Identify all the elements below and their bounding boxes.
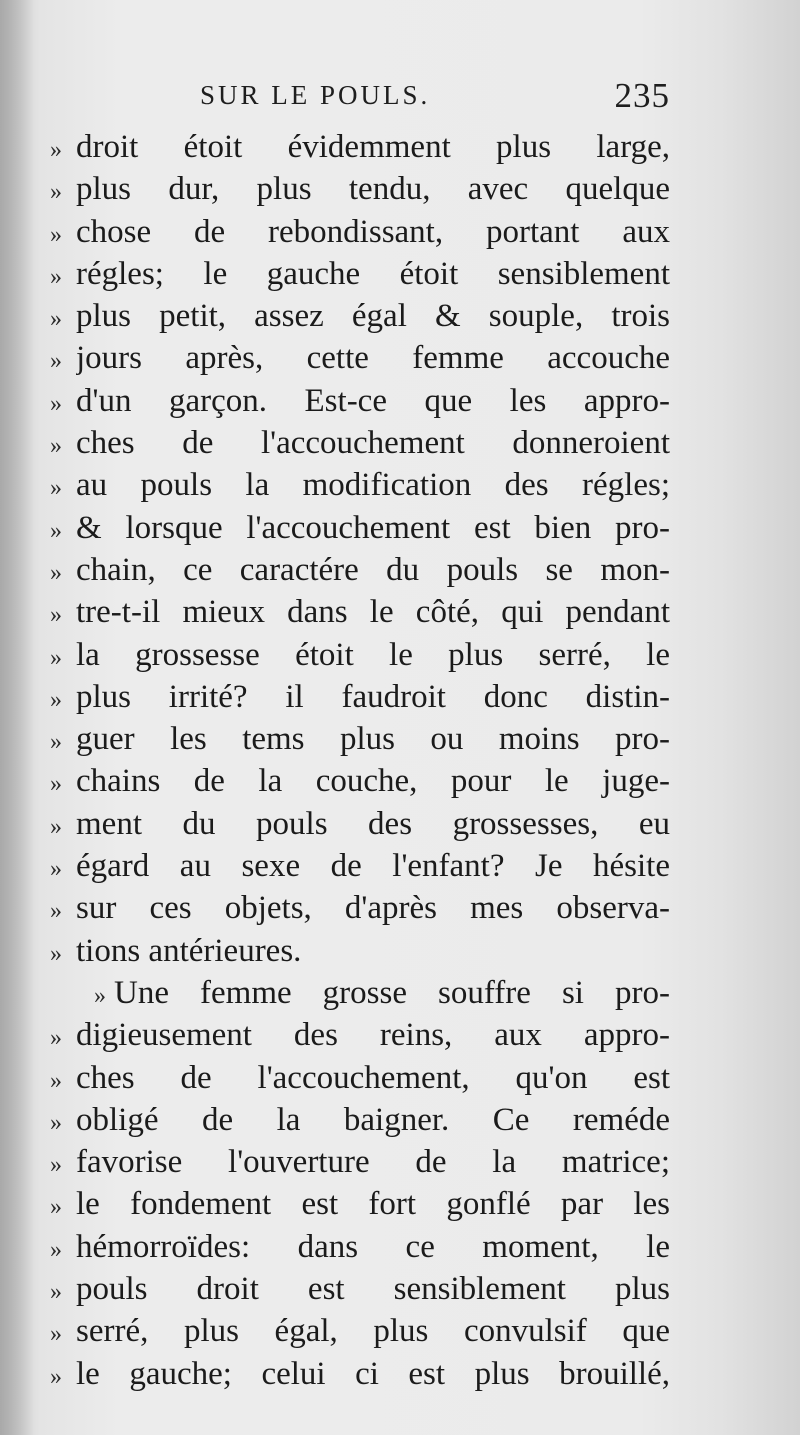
- line-text: égard au sexe de l'enfant? Je hésite: [76, 848, 670, 885]
- quote-mark: »: [50, 1279, 62, 1306]
- line-text: la grossesse étoit le plus serré, le: [76, 636, 670, 673]
- line-text: digieusement des reins, aux appro-: [76, 1017, 670, 1054]
- line-text: favorise l'ouverture de la matrice;: [76, 1144, 670, 1181]
- quote-mark: »: [50, 1321, 62, 1348]
- text-line: [50, 887, 670, 929]
- text-line: [50, 1014, 670, 1056]
- text-line: [50, 211, 670, 253]
- text-line: [50, 972, 670, 1014]
- text-line: [50, 253, 670, 295]
- text-line: [50, 549, 670, 591]
- text-line: [50, 591, 670, 633]
- text-line: [50, 464, 670, 506]
- text-line: [50, 380, 670, 422]
- line-text: chains de la couche, pour le juge-: [76, 763, 670, 800]
- quote-mark: »: [50, 517, 62, 544]
- quote-mark: »: [50, 390, 62, 417]
- quote-mark: »: [50, 898, 62, 925]
- text-line: [50, 337, 670, 379]
- quote-mark: »: [50, 813, 62, 840]
- quote-mark: »: [50, 1025, 62, 1052]
- quote-mark: »: [50, 559, 62, 586]
- line-text: plus irrité? il faudroit donc distin-: [76, 678, 670, 715]
- line-text: plus petit, assez égal & souple, trois: [76, 298, 670, 335]
- quote-mark: »: [50, 306, 62, 333]
- line-text: tre-t-il mieux dans le côté, qui pendant: [76, 594, 670, 631]
- quote-mark: »: [94, 982, 106, 1009]
- line-text: hémorroïdes: dans ce moment, le: [76, 1228, 670, 1265]
- quote-mark: »: [50, 348, 62, 375]
- quote-mark: »: [50, 1194, 62, 1221]
- quote-mark: »: [50, 475, 62, 502]
- quote-mark: »: [50, 686, 62, 713]
- line-text: guer les tems plus ou moins pro-: [76, 721, 670, 758]
- line-text: jours après, cette femme accouche: [76, 340, 670, 377]
- text-line: [50, 1310, 670, 1352]
- text-line: [50, 760, 670, 802]
- page-header: [50, 76, 670, 126]
- text-line: [50, 803, 670, 845]
- text-line: [50, 507, 670, 549]
- text-line: [50, 126, 670, 168]
- quote-mark: »: [50, 1363, 62, 1390]
- quote-mark: »: [50, 179, 62, 206]
- text-line: [50, 168, 670, 210]
- quote-mark: »: [50, 221, 62, 248]
- page-number: 235: [614, 76, 670, 115]
- text-line: [50, 1099, 670, 1141]
- text-line: [50, 1353, 670, 1395]
- quote-mark: »: [50, 856, 62, 883]
- running-title: SUR LE POULS.: [200, 80, 431, 110]
- quote-mark: »: [50, 263, 62, 290]
- quote-mark: »: [50, 1152, 62, 1179]
- line-text: sur ces objets, d'après mes observa-: [76, 890, 670, 927]
- quote-mark: »: [50, 644, 62, 671]
- quote-mark: »: [50, 602, 62, 629]
- text-line: [50, 718, 670, 760]
- line-text: d'un garçon. Est-ce que les appro-: [76, 382, 670, 419]
- line-text: le gauche; celui ci est plus brouillé,: [76, 1355, 670, 1392]
- text-line: [50, 1268, 670, 1310]
- text-line: [50, 1057, 670, 1099]
- line-text: droit étoit évidemment plus large,: [76, 129, 670, 165]
- line-text: régles; le gauche étoit sensiblement: [76, 255, 670, 292]
- line-text: ment du pouls des grossesses, eu: [76, 805, 670, 842]
- line-text: au pouls la modification des régles;: [76, 467, 670, 504]
- quote-mark: »: [50, 940, 62, 967]
- body-text: [50, 126, 670, 1395]
- line-text: plus dur, plus tendu, avec quelque: [76, 171, 670, 208]
- line-text: ches de l'accouchement, qu'on est: [76, 1059, 670, 1096]
- line-text: pouls droit est sensiblement plus: [76, 1271, 670, 1308]
- quote-mark: »: [50, 137, 62, 163]
- text-line: [50, 1141, 670, 1183]
- text-line: [50, 1226, 670, 1268]
- gutter-shadow: [0, 0, 34, 1435]
- line-text: chain, ce caractére du pouls se mon-: [76, 551, 670, 588]
- quote-mark: »: [50, 771, 62, 798]
- line-text: chose de rebondissant, portant aux: [76, 213, 670, 250]
- text-line: [50, 930, 670, 972]
- text-line: [50, 1183, 670, 1225]
- quote-mark: »: [50, 1109, 62, 1136]
- line-text: le fondement est fort gonflé par les: [76, 1186, 670, 1223]
- quote-mark: »: [50, 729, 62, 756]
- line-text: serré, plus égal, plus convulsif que: [76, 1313, 670, 1350]
- quote-mark: »: [50, 433, 62, 460]
- text-line: [50, 845, 670, 887]
- line-text: & lorsque l'accouchement est bien pro-: [76, 509, 670, 546]
- text-line: [50, 295, 670, 337]
- text-line: [50, 676, 670, 718]
- quote-mark: »: [50, 1067, 62, 1094]
- line-text: obligé de la baigner. Ce reméde: [76, 1101, 670, 1138]
- text-line: [50, 634, 670, 676]
- line-text: tions antérieures.: [76, 932, 302, 969]
- quote-mark: »: [50, 1236, 62, 1263]
- text-line: [50, 422, 670, 464]
- line-text: ches de l'accouchement donneroient: [76, 425, 670, 462]
- line-text: Une femme grosse souffre si pro-: [114, 974, 670, 1011]
